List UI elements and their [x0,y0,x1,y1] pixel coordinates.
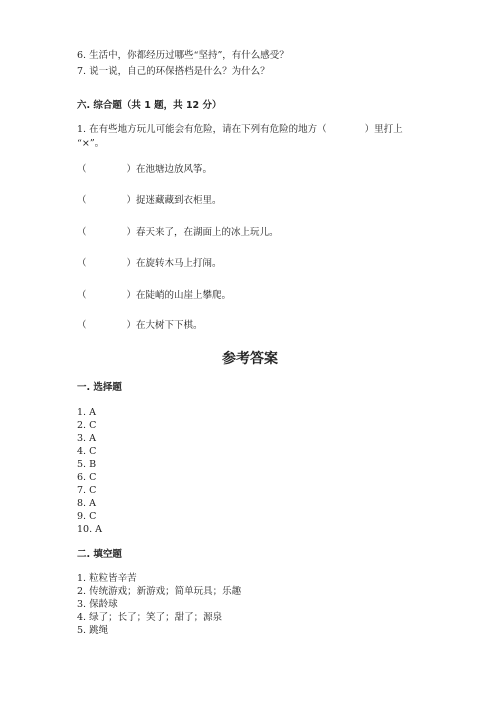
section-6-heading: 六. 综合题（共 1 题，共 12 分） [77,100,222,111]
answer-item: 1. 粒粒皆辛苦 [77,573,137,584]
answer-item: 9. C [77,511,97,522]
answers-section-1-heading: 一. 选择题 [77,382,122,393]
answer-item: 5. 跳绳 [77,625,109,636]
danger-item [77,258,222,270]
close-paren: ） [126,290,137,301]
answer-item: 1. A [77,407,96,418]
open-paren: （ [77,227,87,238]
section-6-question-line1: 1. 在有些地方玩儿可能会有危险，请在下列有危险的地方（ ）里打上 [77,124,403,135]
close-paren: ） [126,320,137,331]
close-paren: ） [126,195,137,206]
open-paren: （ [77,195,87,206]
open-paren: （ [77,290,87,301]
danger-item-text: 在池塘边放风筝。 [136,164,213,175]
danger-item [77,290,231,302]
danger-item [77,195,222,207]
danger-item-text: 捉迷藏藏到衣柜里。 [136,195,222,206]
question-7: 7. 说一说，自己的环保搭档是什么？为什么？ [77,66,270,77]
answer-item: 6. C [77,472,97,483]
danger-item [77,320,203,332]
answer-item: 7. C [77,485,97,496]
answers-title: 参考答案 [222,351,278,367]
answer-item: 4. C [77,446,97,457]
answer-item: 3. 保龄球 [77,599,118,610]
question-6: 6. 生活中，你都经历过哪些“坚持”，有什么感受？ [77,50,289,61]
danger-item-text: 在旋转木马上打闹。 [136,258,222,269]
answer-item: 4. 绿了；长了；笑了；甜了；源泉 [77,612,223,623]
open-paren: （ [77,258,87,269]
close-paren: ） [126,164,137,175]
close-paren: ） [126,258,137,269]
answer-item: 3. A [77,433,96,444]
danger-item-text: 在陡峭的山崖上攀爬。 [136,290,232,301]
danger-item [77,227,279,239]
danger-item-text: 春天来了，在湖面上的冰上玩儿。 [136,227,279,238]
open-paren: （ [77,320,87,331]
answer-item: 10. A [77,524,102,535]
open-paren: （ [77,164,87,175]
answer-item: 5. B [77,459,97,470]
answer-item: 8. A [77,498,96,509]
answer-item: 2. C [77,420,97,431]
answer-item: 2. 传统游戏；新游戏；简单玩具；乐趣 [77,586,242,597]
section-6-question-line2: “×”。 [77,138,105,149]
danger-item-text: 在大树下下棋。 [136,320,203,331]
danger-item [77,164,212,176]
close-paren: ） [126,227,137,238]
answers-section-2-heading: 二. 填空题 [77,549,122,560]
